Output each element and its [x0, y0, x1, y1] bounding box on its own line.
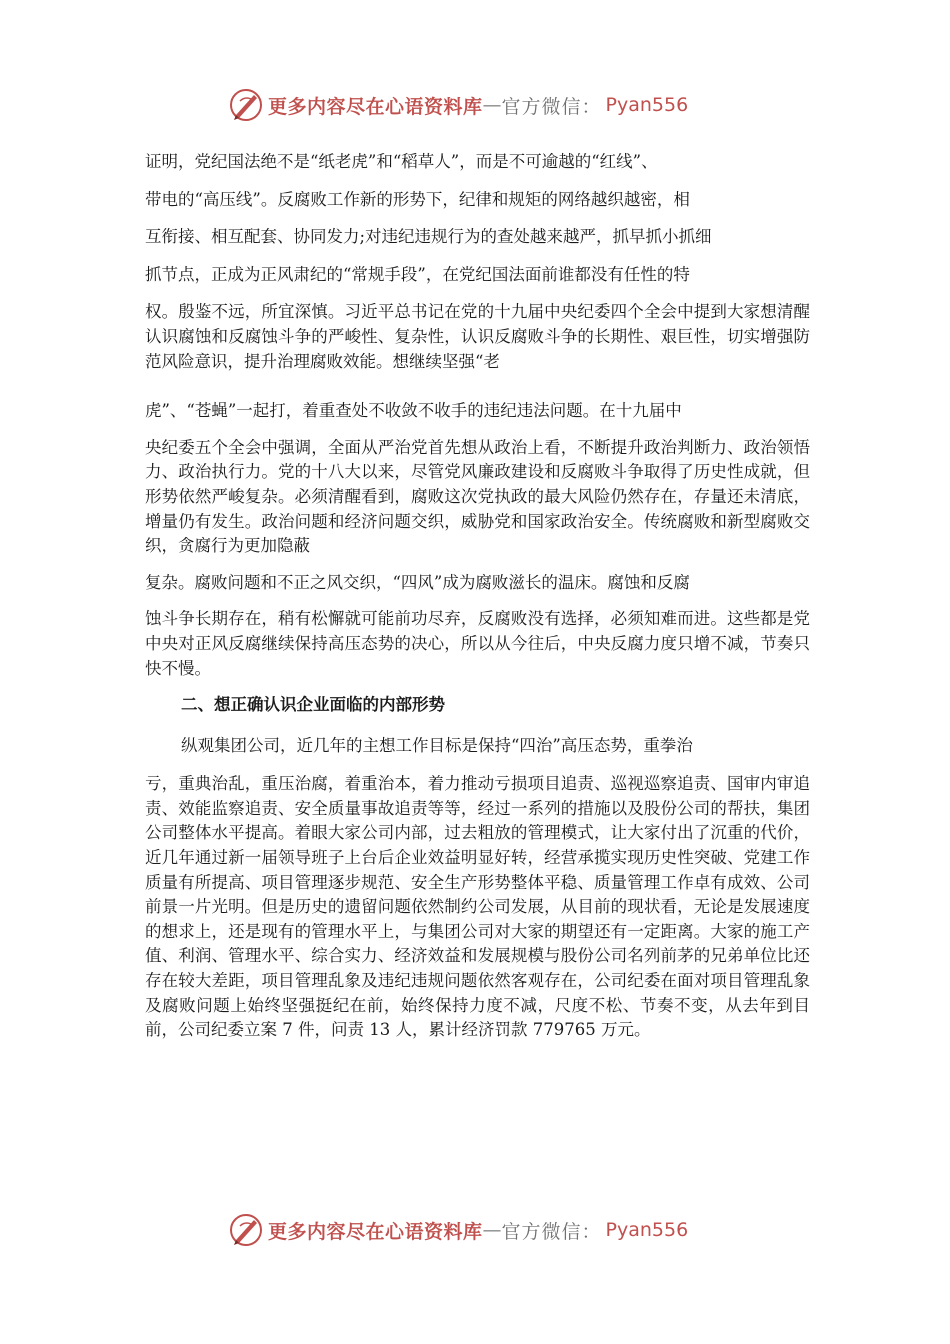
paragraph: 证明，党纪国法绝不是“纸老虎”和“稻草人”，而是不可逾越的“红线”、 — [145, 152, 658, 171]
banner-brand: 更多内容尽在心语资料库 — [268, 95, 483, 118]
paragraph: 虎”、“苍蝇”一起打，着重查处不收敛不收手的违纪违法问题。在十九届中 — [145, 401, 682, 421]
paragraph: 抓节点，正成为正风肃纪的“常规手段”，在党纪国法面前谁都没有任性的特 — [145, 264, 690, 284]
banner-brand: 更多内容尽在心语资料库 — [268, 1220, 483, 1243]
banner-account: Pyan556 — [605, 94, 689, 116]
banner-account: Pyan556 — [605, 1219, 689, 1241]
pen-logo-icon — [228, 87, 264, 123]
banner-label: 官方微信： — [501, 95, 602, 118]
paragraph: 带电的“高压线”。反腐败工作新的形势下，纪律和规矩的网络越织越密，相 — [145, 189, 690, 209]
footer-banner — [228, 1210, 728, 1250]
paragraph: 权。殷鉴不远，所宜深慎。习近平总书记在党的十九届中央纪委四个全会中提到大家想清醒认识腐蚀和反腐蚀斗争的严峻性、复杂性，认识反腐败斗争的长期性、艰巨性，切实增强防范风险意识，提升治理腐败效能。想继续坚强“老 — [145, 302, 810, 371]
paragraph: 亏，重典治乱，重压治腐，着重治本，着力推动亏损项目追责、巡视巡察追责、国审内审追责、效能监察追责、安全质量事故追责等等，经过一系列的措施以及股份公司的帮扶，集团公司整体水平提高。着眼大家公司内部，过去粗放的管理模式，让大家付出了沉重的代价，近几年通过新一届领导班子上台后企业效益明显好转，经营承揽实现历史性突破、党建工作质量有所提高、项目管理逐步规范、安全生产形势整体平稳、质量管理工作卓有成效、公司前景一片光明。但是历史的遗留问题依然制约公司发展，从目前的现状看，无论是发展速度的想求上，还是现有的管理水平上，与集团公司对大家的期望还有一定距离。大家的施工产值、利润、管理水平、综合实力、经济效益和发展规模与股份公司名列前茅的兄弟单位比还存在较大差距，项目管理乱象及违纪违规问题依然客观存在，公司纪委在面对项目管理乱象及腐败问题上始终坚强挺纪在前，始终保持力度不减，尺度不松、节奏不变，从去年到目前，公司纪委立案 7 件，问责 13 人，累计经济罚款 779765 万元。 — [145, 774, 810, 1040]
header-banner — [228, 85, 728, 125]
banner-dash: — — [482, 1219, 502, 1241]
paragraph: 复杂。腐败问题和不正之风交织，“四风”成为腐败滋长的温床。腐蚀和反腐 — [145, 572, 690, 592]
banner-label: 官方微信： — [501, 1220, 602, 1243]
body-text — [145, 150, 810, 1043]
pen-logo-icon — [228, 1212, 264, 1248]
paragraph: 纵观集团公司，近几年的主想工作目标是保持“四治”高压态势，重拳治 — [181, 735, 693, 755]
paragraph: 互衔接、相互配套、协同发力;对违纪违规行为的查处越来越严，抓早抓小抓细 — [145, 227, 712, 247]
paragraph: 央纪委五个全会中强调，全面从严治党首先想从政治上看，不断提升政治判断力、政治领悟力、政治执行力。党的十八大以来，尽管党风廉政建设和反腐败斗争取得了历史性成就，但形势依然严峻复杂。必须清醒看到，腐败这次党执政的最大风险仍然存在，存量还未清底，增量仍有发生。政治问题和经济问题交织，威胁党和国家政治安全。传统腐败和新型腐败交织，贪腐行为更加隐蔽 — [145, 437, 810, 556]
banner-dash: — — [482, 94, 502, 116]
paragraph: 蚀斗争长期存在，稍有松懈就可能前功尽弃，反腐败没有选择，必须知难而进。这些都是党中央对正风反腐继续保持高压态势的决心，所以从今往后，中央反腐力度只增不减，节奏只快不慢。 — [145, 609, 810, 678]
section-heading: 二、想正确认识企业面临的内部形势 — [181, 695, 445, 715]
